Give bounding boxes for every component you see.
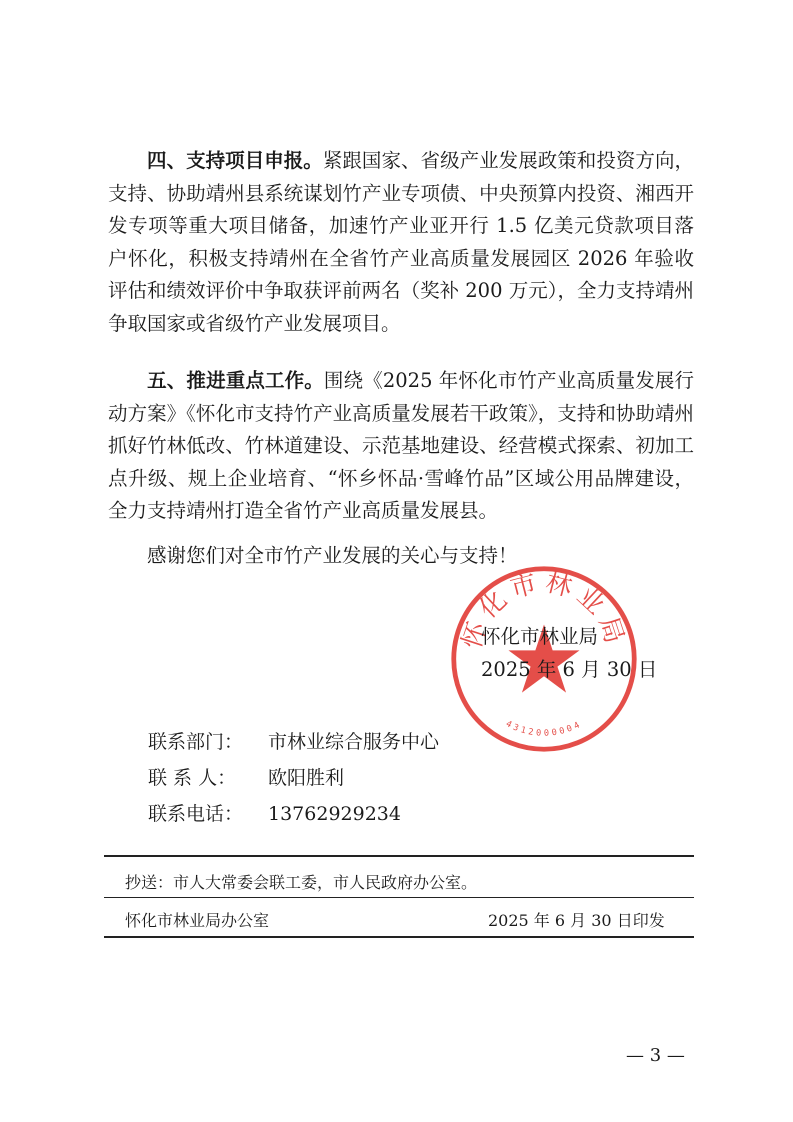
signature-date: 2025 年 6 月 30 日 [481,658,658,681]
issue-date: 2025 年 6 月 30 日印发 [488,911,665,930]
contact-phone-label: 联系电话： [148,803,244,825]
contact-department-label: 联系部门： [148,731,244,753]
signature-org: 怀化市林业局 [481,625,599,648]
section-4-body: 紧跟国家、省级产业发展政策和投资方向，支持、协助靖州县系统谋划竹产业专项债、中央预算内投资、湘西开发专项等重大项目储备，加速竹产业亚开行 1.5 亿美元贷款项目落户怀化，积极支持靖州在全省竹产业高质量发展园区 2026 年验收评估和绩效评价中争取获评前两名（奖补 200 万元），全力支持靖州争取国家或省级竹产业发展项目。 [108,149,694,335]
contact-phone-value: 13762929234 [268,803,401,825]
issuer-office: 怀化市林业局办公室 [125,911,270,930]
section-5-body: 围绕《2025 年怀化市竹产业高质量发展行动方案》《怀化市支持竹产业高质量发展若干政策》，支持和协助靖州抓好竹林低改、竹林道建设、示范基地建设、经营模式探索、初加工点升级、规上企业培育、“怀乡怀品·雪峰竹品”区域公用品牌建设，全力支持靖州打造全省竹产业高质量发展县。 [108,369,694,522]
section-5-paragraph [108,365,694,528]
contact-person-value: 欧阳胜利 [268,767,345,789]
section-4-paragraph [108,145,694,340]
page-number: — 3 — [626,1045,685,1066]
contact-person [148,763,344,790]
footer-bottom-rule [104,936,694,938]
svg-text:4312000004 [504,719,584,739]
section-5-heading: 五、推进重点工作。 [147,369,324,392]
contact-department [148,727,439,754]
seal-text: 怀化市林业局 [457,567,631,653]
cc-line: 抄送：市人大常委会联工委，市人民政府办公室。 [125,873,478,892]
contact-department-value: 市林业综合服务中心 [268,731,440,753]
contact-person-label: 联 系 人： [148,767,237,789]
contact-phone [148,799,401,826]
seal-serial: 4312000004 [503,719,585,739]
footer-middle-rule [104,897,694,898]
section-4-heading: 四、支持项目申报。 [147,149,323,172]
thanks-line: 感谢您们对全市竹产业发展的关心与支持！ [147,544,518,567]
footer-top-rule [104,855,694,857]
